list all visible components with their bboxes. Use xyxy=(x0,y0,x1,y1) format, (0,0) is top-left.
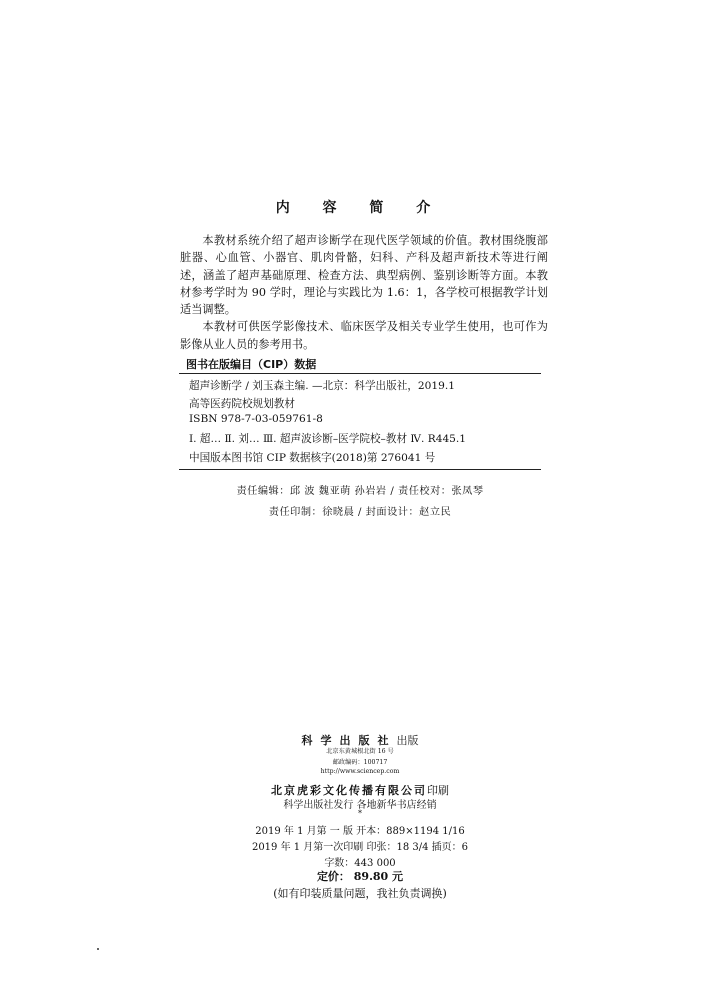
publisher-postcode: 邮政编码：100717 xyxy=(332,759,388,766)
cip-line-isbn: ISBN 978-7-03-059761-8 xyxy=(189,413,323,425)
summary-paragraph: 本教材可供医学影像技术、临床医学及相关专业学生使用，也可作为影像从业人员的参考用书。 xyxy=(180,320,548,351)
word-count: 字数：443 000 xyxy=(324,858,396,869)
summary-text xyxy=(180,232,548,353)
printing-line: 2019 年 1 月第一次印刷 印张：18 3/4 插页：6 xyxy=(251,842,469,853)
summary-heading: 内 容 简 介 xyxy=(275,200,445,216)
separator-asterisk: * xyxy=(358,809,362,818)
staff-editors: 责任编辑：邱 波 魏亚萌 孙岩岩 / 责任校对：张凤琴 xyxy=(236,486,484,497)
printer-suffix: 印刷 xyxy=(427,784,449,797)
printer-name: 北京虎彩文化传播有限公司 xyxy=(271,784,427,797)
staff-production: 责任印制：徐晓晨 / 封面设计：赵立民 xyxy=(268,507,452,518)
publisher-name: 科学出版社 xyxy=(301,734,397,747)
cip-line-classification: Ⅰ. 超… Ⅱ. 刘… Ⅲ. 超声波诊断–医学院校–教材 Ⅳ. R445.1 xyxy=(189,433,467,445)
cip-catalog-number: 中国版本图书馆 CIP 数据核字(2018)第 276041 号 xyxy=(189,452,436,464)
cip-top-rule xyxy=(179,373,541,374)
publisher-suffix: 出版 xyxy=(396,734,419,747)
cip-line-series: 高等医药院校规划教材 xyxy=(189,398,295,410)
summary-paragraph: 本教材系统介绍了超声诊断学在现代医学领域的价值。教材围绕腹部脏器、心血管、小器官、肌肉骨骼，妇科、产科及超声新技术等进行阐述，涵盖了超声基础原理、检查方法、典型病例、鉴别诊断等方面。本教材参考学时为 90 学时，理论与实践比为 1.6：1，各学校可根据教学计划适当调整。 xyxy=(180,234,548,317)
edition-line: 2019 年 1 月第 一 版 开本：889×1194 1/16 xyxy=(255,826,465,837)
distribution: 科学出版社发行 各地新华书店经销 xyxy=(283,800,437,811)
scan-speck xyxy=(97,948,99,950)
publisher-address: 北京东黄城根北街 16 号 xyxy=(326,748,394,755)
cip-line-title: 超声诊断学 / 刘玉森主编. —北京：科学出版社，2019.1 xyxy=(189,380,455,392)
price: 定价： 89.80 元 xyxy=(316,870,404,883)
cip-bottom-rule xyxy=(179,469,541,470)
quality-note: (如有印装质量问题，我社负责调换) xyxy=(273,887,447,900)
publisher-website: http://www.sciencep.com xyxy=(320,768,400,775)
cip-heading: 图书在版编目（CIP）数据 xyxy=(186,358,317,371)
